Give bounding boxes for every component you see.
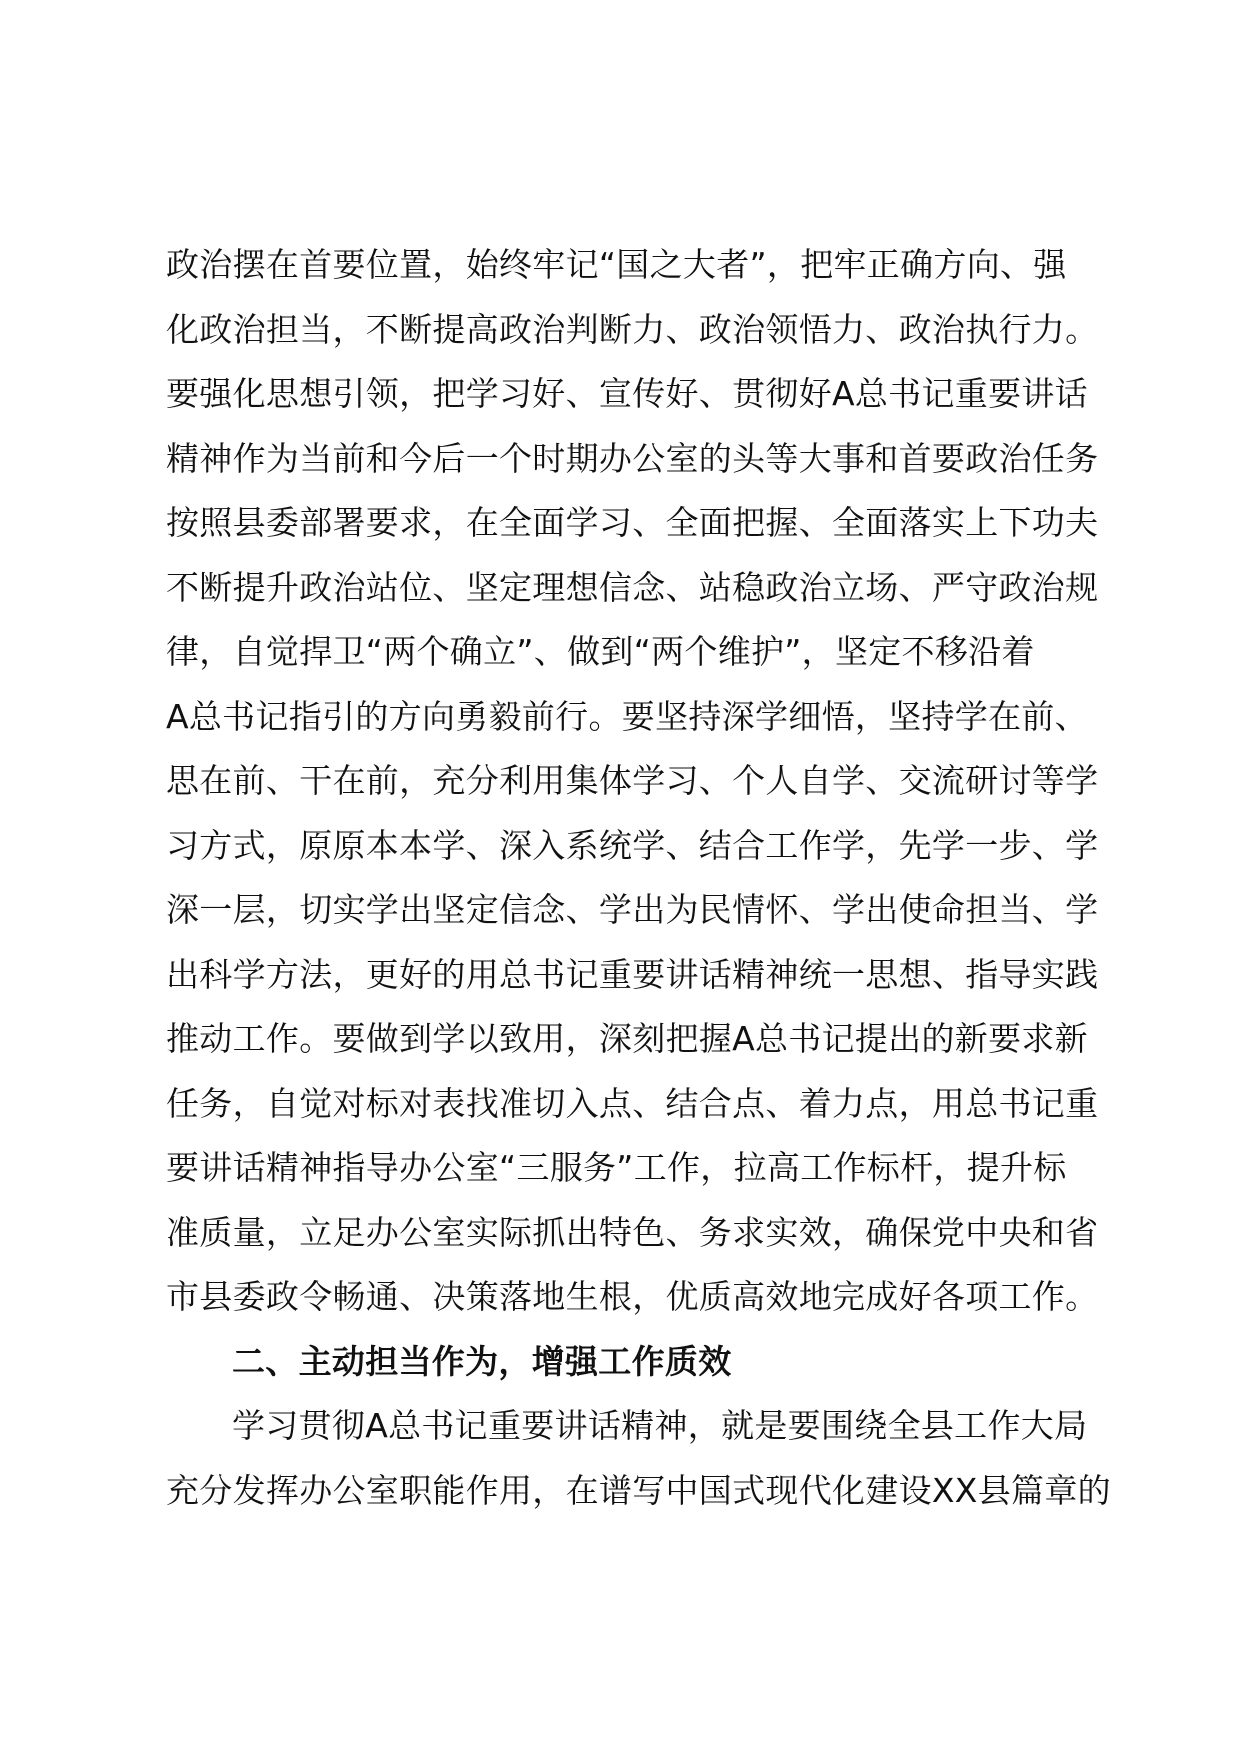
paragraph-line: 律，自觉捍卫“两个确立”、做到“两个维护”，坚定不移沿着 (166, 632, 1035, 671)
paragraph-line: 习方式，原原本本学、深入系统学、结合工作学，先学一步、学 (166, 825, 1099, 865)
paragraph-line: 不断提升政治站位、坚定理想信念、站稳政治立场、严守政治规 (166, 567, 1099, 607)
paragraph-line: 按照县委部署要求，在全面学习、全面把握、全面落实上下功夫 (166, 503, 1099, 542)
paragraph-line: 要强化思想引领，把学习好、宣传好、贯彻好A总书记重要讲话 (166, 374, 1088, 413)
section-heading: 二、主动担当作为，增强工作质效 (232, 1341, 732, 1381)
paragraph-line: 要讲话精神指导办公室“三服务”工作，拉高工作标杆，提升标 (166, 1148, 1067, 1187)
paragraph-line: 任务，自觉对标对表找准切入点、结合点、着力点，用总书记重 (166, 1083, 1099, 1123)
paragraph-line: 准质量，立足办公室实际抓出特色、务求实效，确保党中央和省 (166, 1212, 1099, 1252)
paragraph-line: 市县委政令畅通、决策落地生根，优质高效地完成好各项工作。 (166, 1277, 1099, 1316)
paragraph-line: 深一层，切实学出坚定信念、学出为民情怀、学出使命担当、学 (166, 890, 1099, 929)
paragraph-line: A总书记指引的方向勇毅前行。要坚持深学细悟，坚持学在前、 (166, 696, 1088, 736)
paragraph-line: 推动工作。要做到学以致用，深刻把握A总书记提出的新要求新 (166, 1019, 1088, 1058)
paragraph-line: 化政治担当，不断提高政治判断力、政治领悟力、政治执行力。 (166, 309, 1099, 349)
paragraph-line: 政治摆在首要位置，始终牢记“国之大者”，把牢正确方向、强 (166, 245, 1067, 284)
paragraph-line: 思在前、干在前，充分利用集体学习、个人自学、交流研讨等学 (166, 761, 1099, 800)
paragraph-line: 精神作为当前和今后一个时期办公室的头等大事和首要政治任务 (166, 438, 1099, 478)
paragraph-line: 学习贯彻A总书记重要讲话精神，就是要围绕全县工作大局 (232, 1406, 1088, 1445)
paragraph-line: 充分发挥办公室职能作用，在谱写中国式现代化建设XX县篇章的 (166, 1470, 1111, 1510)
body-text (166, 233, 1111, 1523)
paragraph-line: 出科学方法，更好的用总书记重要讲话精神统一思想、指导实践 (166, 954, 1099, 994)
